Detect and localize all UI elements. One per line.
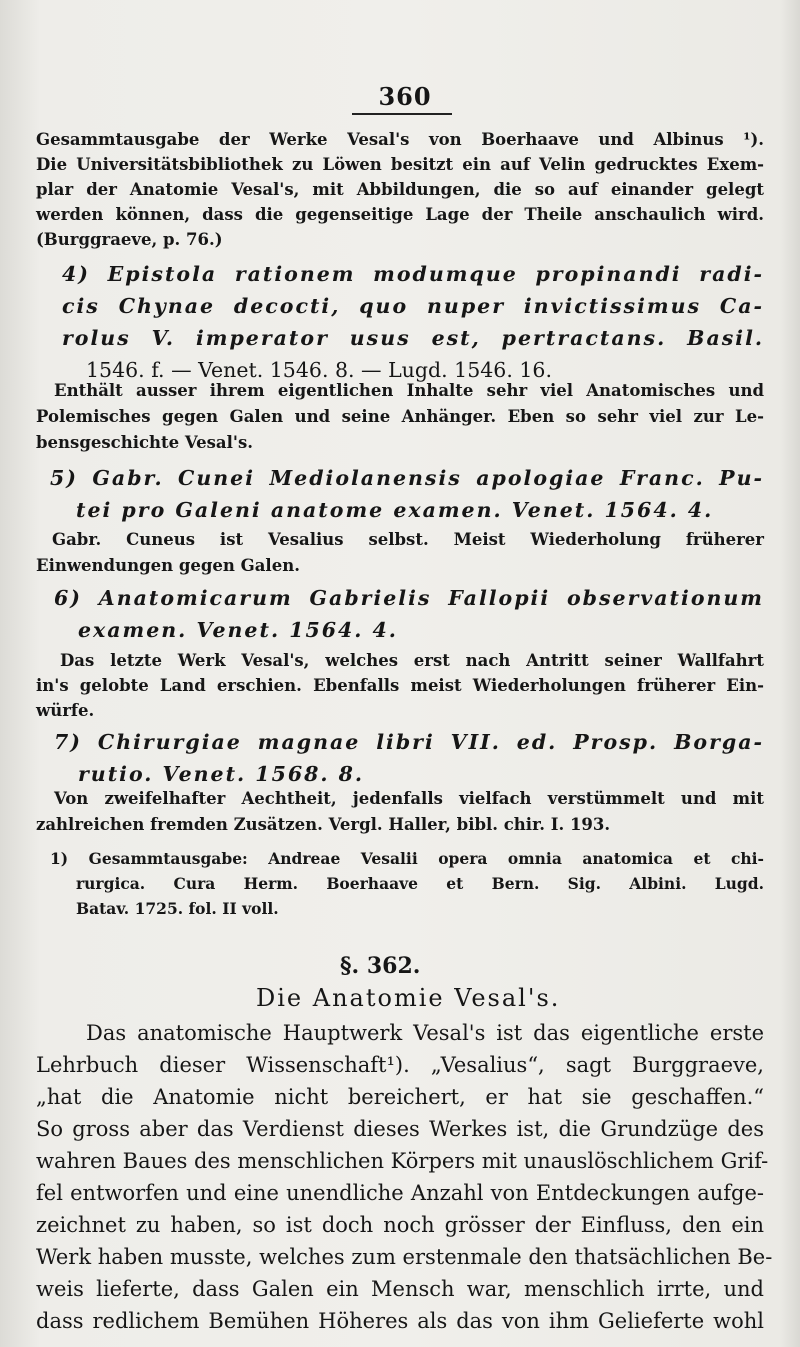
entry-4-notes [36,378,764,456]
note-line: würfe. [36,701,95,720]
entry-line: cis Chynae decocti, quo nuper invictissimus Ca- [62,294,764,318]
bibliography-entry-6 [36,582,764,646]
entry-line: 4) Epistola rationem modumque propinandi radi- [62,262,764,286]
body-line: Werk haben musste, welches zum erstenmale den thatsächlichen Be- [36,1245,773,1269]
text-line: werden können, dass die gegenseitige Lage der Theile anschaulich wird. [36,205,764,224]
entry-line: rolus V. imperator usus est, pertractans. Basil. [62,326,764,350]
body-line: dass redlichem Bemühen Höheres als das von ihm Gelieferte wohl [36,1309,764,1333]
body-line: Lehrbuch dieser Wissenschaft¹). „Vesalius“, sagt Burggraeve, [36,1053,764,1077]
body-line: zeichnet zu haben, so ist doch noch grösser der Einfluss, den ein [36,1213,764,1237]
footnote-line: 1) Gesammtausgabe: Andreae Vesalii opera omnia anatomica et chi- [50,849,764,868]
body-line: „hat die Anatomie nicht bereichert, er hat sie geschaffen.“ [36,1085,764,1109]
note-line: Von zweifelhafter Aechtheit, jedenfalls vielfach verstümmelt und mit [54,789,764,808]
body-line: wahren Baues des menschlichen Körpers mit unauslöschlichem Grif- [36,1149,769,1173]
note-line: in's gelobte Land erschien. Ebenfalls meist Wiederholungen früherer Ein- [36,676,764,695]
bibliography-entry-5 [36,462,764,526]
entry-line: 6) Anatomicarum Gabrielis Fallopii observationum [54,586,764,610]
note-line: Einwendungen gegen Galen. [36,556,300,575]
footnote-line: rurgica. Cura Herm. Boerhaave et Bern. Sig. Albini. Lugd. [76,874,764,893]
entry-line: 1546. f. — Venet. 1546. 8. — Lugd. 1546. 16. [86,358,552,382]
bibliography-entry-4 [36,258,764,386]
note-line: zahlreichen fremden Zusätzen. Vergl. Haller, bibl. chir. I. 193. [36,815,611,834]
footnote-line: Batav. 1725. fol. II voll. [76,899,279,918]
note-line: Enthält ausser ihrem eigentlichen Inhalte sehr viel Anatomisches und [54,381,764,400]
entry-5-notes [36,527,764,579]
body-line: Das anatomische Hauptwerk Vesal's ist das eigentliche erste [86,1021,764,1045]
section-number: §. 362. [340,953,421,979]
footnote [36,846,764,922]
entry-6-notes [36,648,764,726]
note-line: Das letzte Werk Vesal's, welches erst nach Antritt seiner Wallfahrt [60,651,764,670]
page-number: 360 [378,82,432,111]
note-line: Polemisches gegen Galen und seine Anhänger. Eben so sehr viel zur Le- [36,407,764,426]
entry-line: examen. Venet. 1564. 4. [78,618,398,642]
text-line: (Burggraeve, p. 76.) [36,230,223,249]
entry-line: tei pro Galeni anatome examen. Venet. 1564. 4. [76,498,714,522]
section-title: Die Anatomie Vesal's. [256,984,561,1012]
entry-7-notes [36,786,764,838]
text-line: Gesammtausgabe der Werke Vesal's von Boerhaave und Albinus ¹). [36,130,764,149]
body-paragraph [36,1017,773,1347]
body-line: fel entworfen und eine unendliche Anzahl von Entdeckungen aufge- [36,1181,764,1205]
entry-line: rutio. Venet. 1568. 8. [78,762,365,786]
intro-paragraph [36,127,764,257]
text-line: plar der Anatomie Vesal's, mit Abbildungen, die so auf einander gelegt [36,180,764,199]
text-line: Die Universitätsbibliothek zu Löwen besitzt ein auf Velin gedrucktes Exem- [36,155,764,174]
bibliography-entry-7 [36,726,764,790]
body-line: So gross aber das Verdienst dieses Werkes ist, die Grundzüge des [36,1117,764,1141]
note-line: bensgeschichte Vesal's. [36,433,253,452]
entry-line: 5) Gabr. Cunei Mediolanensis apologiae Franc. Pu- [50,466,764,490]
body-line: weis lieferte, dass Galen ein Mensch war, menschlich irrte, und [36,1277,764,1301]
header-rule [352,113,452,115]
entry-line: 7) Chirurgiae magnae libri VII. ed. Prosp. Borga- [54,730,764,754]
note-line: Gabr. Cuneus ist Vesalius selbst. Meist Wiederholung früherer [52,530,764,549]
